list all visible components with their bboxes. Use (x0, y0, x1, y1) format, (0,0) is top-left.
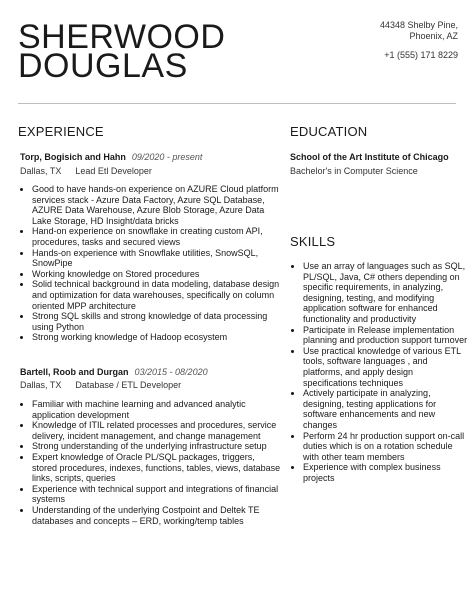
job-location: Dallas, TX (20, 380, 62, 390)
contact-address-line2: Phoenix, AZ (409, 31, 458, 41)
job-header (20, 152, 202, 162)
last-name: DOUGLAS (18, 47, 188, 85)
job-role: Database / ETL Developer (75, 380, 182, 390)
bullet-item: • Strong understanding of the underlying infrastructure setup (32, 441, 282, 452)
contact-address-line1: 44348 Shelby Pine, (379, 20, 458, 30)
bullet-item: • Strong working knowledge of Hadoop ecosystem (32, 332, 282, 343)
skills-list (291, 261, 469, 483)
skill-item: • Participate in Release implementation planning and production support turnover (303, 325, 469, 346)
job-company: Torp, Bogisich and Hahn (20, 152, 126, 162)
bullet-item: • Familiar with machine learning and advanced analytic application development (32, 399, 282, 420)
bullet-item: • Strong SQL skills and strong knowledge of data processing using Python (32, 311, 282, 332)
skill-item: • Actively participate in analyzing, designing, testing applications for software enhancements and new changes (303, 388, 469, 430)
skill-item: • Experience with complex business projects (303, 462, 469, 483)
job-subheader (20, 380, 181, 390)
job-role: Lead Etl Developer (75, 166, 152, 176)
job-dates: 03/2015 - 08/2020 (134, 367, 208, 377)
experience-heading: EXPERIENCE (18, 124, 104, 139)
education-school: School of the Art Institute of Chicago (290, 152, 449, 162)
education-heading: EDUCATION (290, 124, 368, 139)
bullet-item: • Hand-on experience on snowflake in creating custom API, procedures, tasks and secured views (32, 226, 282, 247)
bullet-item: • Knowledge of ITIL related processes and procedures, service delivery, incident management, and change management (32, 420, 282, 441)
job-bullets (20, 399, 282, 526)
job-location: Dallas, TX (20, 166, 62, 176)
job-dates: 09/2020 - present (131, 152, 203, 162)
contact-phone: +1 (555) 171 8229 (384, 50, 458, 60)
job-header (20, 367, 208, 377)
education-degree: Bachelor's in Computer Science (290, 166, 418, 176)
bullet-item: • Understanding of the underlying Costpoint and Deltek TE databases and concepts – ERD, working/temp tables (32, 505, 282, 526)
bullet-item: • Hands-on experience with Snowflake utilities, SnowSQL, SnowPipe (32, 248, 282, 269)
skill-item: • Use practical knowledge of various ETL tools, software languages , and platforms, and apply design specifications techniques (303, 346, 469, 388)
header-divider (18, 103, 456, 104)
bullet-item: • Experience with technical support and integrations of financial systems (32, 484, 282, 505)
first-name: SHERWOOD (18, 18, 226, 56)
skill-item: • Use an array of languages such as SQL, PL/SQL, Java, C# others depending on specific requirements, in analyzing, designing, testing, and modifying application software for enhanced functionality and productivity (303, 261, 469, 325)
job-subheader (20, 166, 152, 176)
skill-item: • Perform 24 hr production support on-call duties which is on a rotation schedule with other team members (303, 431, 469, 463)
bullet-item: • Solid technical background in data modeling, database design and optimization for data warehouses, specifically on column oriented MPP architecture (32, 279, 282, 311)
bullet-item: • Working knowledge on Stored procedures (32, 269, 282, 280)
job-bullets (20, 184, 282, 343)
bullet-item: • Expert knowledge of Oracle PL/SQL packages, triggers, stored procedures, indexes, functions, tables, views, database links, scripts, queries (32, 452, 282, 484)
skills-heading: SKILLS (290, 234, 336, 249)
bullet-item: • Good to have hands-on experience on AZURE Cloud platform services stack - Azure Data Factory, Azure SQL Database, AZURE Data Warehouse, Azure Blob Storage, Azure Data Lake Storage, HD Insight/data bricks (32, 184, 282, 226)
job-company: Bartell, Roob and Durgan (20, 367, 129, 377)
